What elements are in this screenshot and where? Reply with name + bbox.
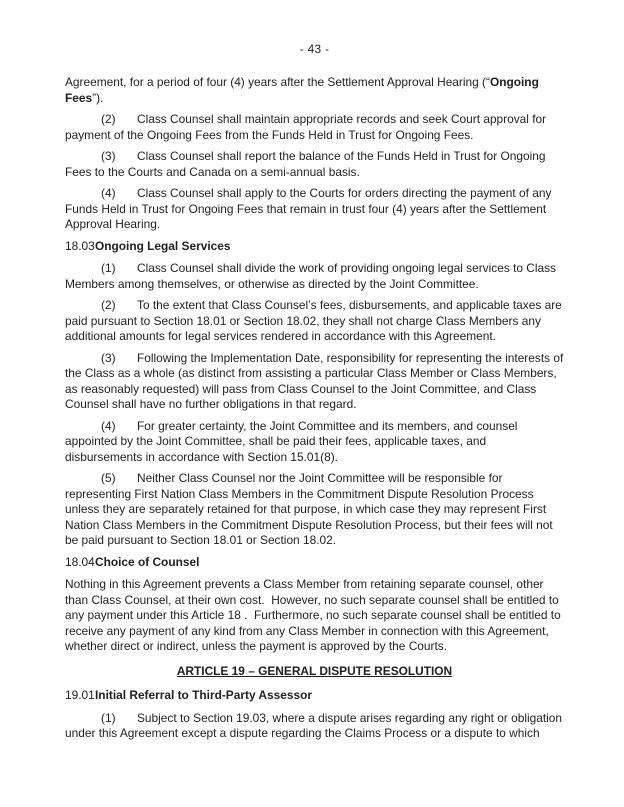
section-number: 18.03	[65, 238, 95, 253]
paragraph-number: (1)	[101, 710, 116, 725]
paragraph-number: (3)	[101, 149, 116, 163]
paragraph-18-02-3	[65, 149, 564, 180]
paragraph-18-03-3	[65, 350, 567, 413]
section-title: Initial Referral to Third-Party Assessor	[95, 688, 312, 702]
paragraph-text: Following the Implementation Date, responsibility for representing the interests of the Class as a whole (as distinct from assisting a particular Class Member or Class Members, as reasonably requested) will pass from Class Counsel to the Joint Committee, and Class Counsel shall have no further obligations in that regard.	[65, 350, 567, 411]
section-number: 18.04	[65, 554, 95, 569]
page-number: - 43 -	[299, 42, 330, 56]
section-heading-18-04	[65, 555, 564, 571]
paragraph-text: Class Counsel shall divide the work of providing ongoing legal services to Class Members among themselves, or otherwise as directed by the Joint Committee.	[65, 261, 560, 291]
paragraph-18-03-4	[65, 419, 564, 466]
section-heading-19-01	[65, 688, 564, 704]
section-title: Choice of Counsel	[95, 554, 200, 569]
paragraph-18-04-body: Nothing in this Agreement prevents a Class Member from retaining separate counsel, other than Class Counsel, at their own cost. However, no such separate counsel shall be entitled to any payment under this Article 18 . Furthermore, no such separate counsel shall be entitled to receive any payment of any kind from any Class Member in connection with this Agreement, whether direct or indirect, unless the payment is approved by the Courts.	[65, 577, 565, 653]
paragraph-text: Class Counsel shall maintain appropriate records and seek Court approval for payment of the Ongoing Fees from the Funds Held in Trust for Ongoing Fees.	[65, 112, 550, 142]
paragraph-18-02-2	[65, 112, 564, 143]
paragraph-text: Class Counsel shall apply to the Courts for orders directing the payment of any Funds Held in Trust for Ongoing Fees that remain in trust four (4) years after the Settlement Approval Hearing.	[65, 186, 555, 231]
paragraph-text: Subject to Section 19.03, where a dispute arises regarding any right or obligation under this Agreement except a dispute regarding the Claims Process or a dispute to which	[65, 710, 566, 740]
paragraph-number: (4)	[101, 418, 116, 433]
paragraph-number: (5)	[101, 471, 116, 485]
section-title: Ongoing Legal Services	[95, 238, 231, 253]
paragraph-18-02-4	[65, 186, 564, 233]
paragraph-18-03-5	[65, 471, 564, 549]
section-heading-18-03	[65, 239, 564, 255]
paragraph-number: (2)	[101, 298, 116, 312]
intro-text-post: ”).	[92, 90, 104, 105]
paragraph-ongoing-fees-intro	[65, 75, 564, 106]
paragraph-text: Class Counsel shall report the balance of the Funds Held in Trust for Ongoing Fees to the Courts and Canada on a semi-annual basis.	[65, 149, 549, 179]
intro-text-pre: Agreement, for a period of four (4) years after the Settlement Approval Hearing (“	[65, 75, 490, 89]
paragraph-18-03-1	[65, 261, 564, 292]
paragraph-number: (4)	[101, 186, 116, 200]
defined-term-ongoing-fees: Ongoing Fees	[65, 75, 543, 105]
paragraph-number: (2)	[101, 112, 116, 126]
paragraph-text: Neither Class Counsel nor the Joint Committee will be responsible for representing First Nation Class Members in the Commitment Dispute Resolution Process unless they are separately retained for that purpose, in which case they may represent First Nation Class Members in the Commitment Dispute Resolution Process, but their fees will not be paid pursuant to Section 18.01 or Section 18.02.	[65, 471, 557, 547]
article-19-heading	[65, 664, 564, 680]
paragraph-number: (1)	[101, 261, 116, 275]
paragraph-number: (3)	[101, 350, 116, 365]
paragraph-text: To the extent that Class Counsel’s fees, disbursements, and applicable taxes are paid pursuant to Section 18.01 or Section 18.02, they shall not charge Class Members any additional amounts for legal services rendered in accordance with this Agreement.	[65, 298, 566, 343]
article-19-title: ARTICLE 19 – GENERAL DISPUTE RESOLUTION	[176, 663, 453, 678]
paragraph-19-01-1	[65, 711, 564, 742]
paragraph-text: For greater certainty, the Joint Committee and its members, and counsel appointed by the Joint Committee, shall be paid their fees, applicable taxes, and disbursements in accordance with Section 15.01(8).	[65, 418, 521, 464]
section-number: 19.01	[65, 688, 95, 702]
paragraph-18-03-2	[65, 298, 564, 345]
